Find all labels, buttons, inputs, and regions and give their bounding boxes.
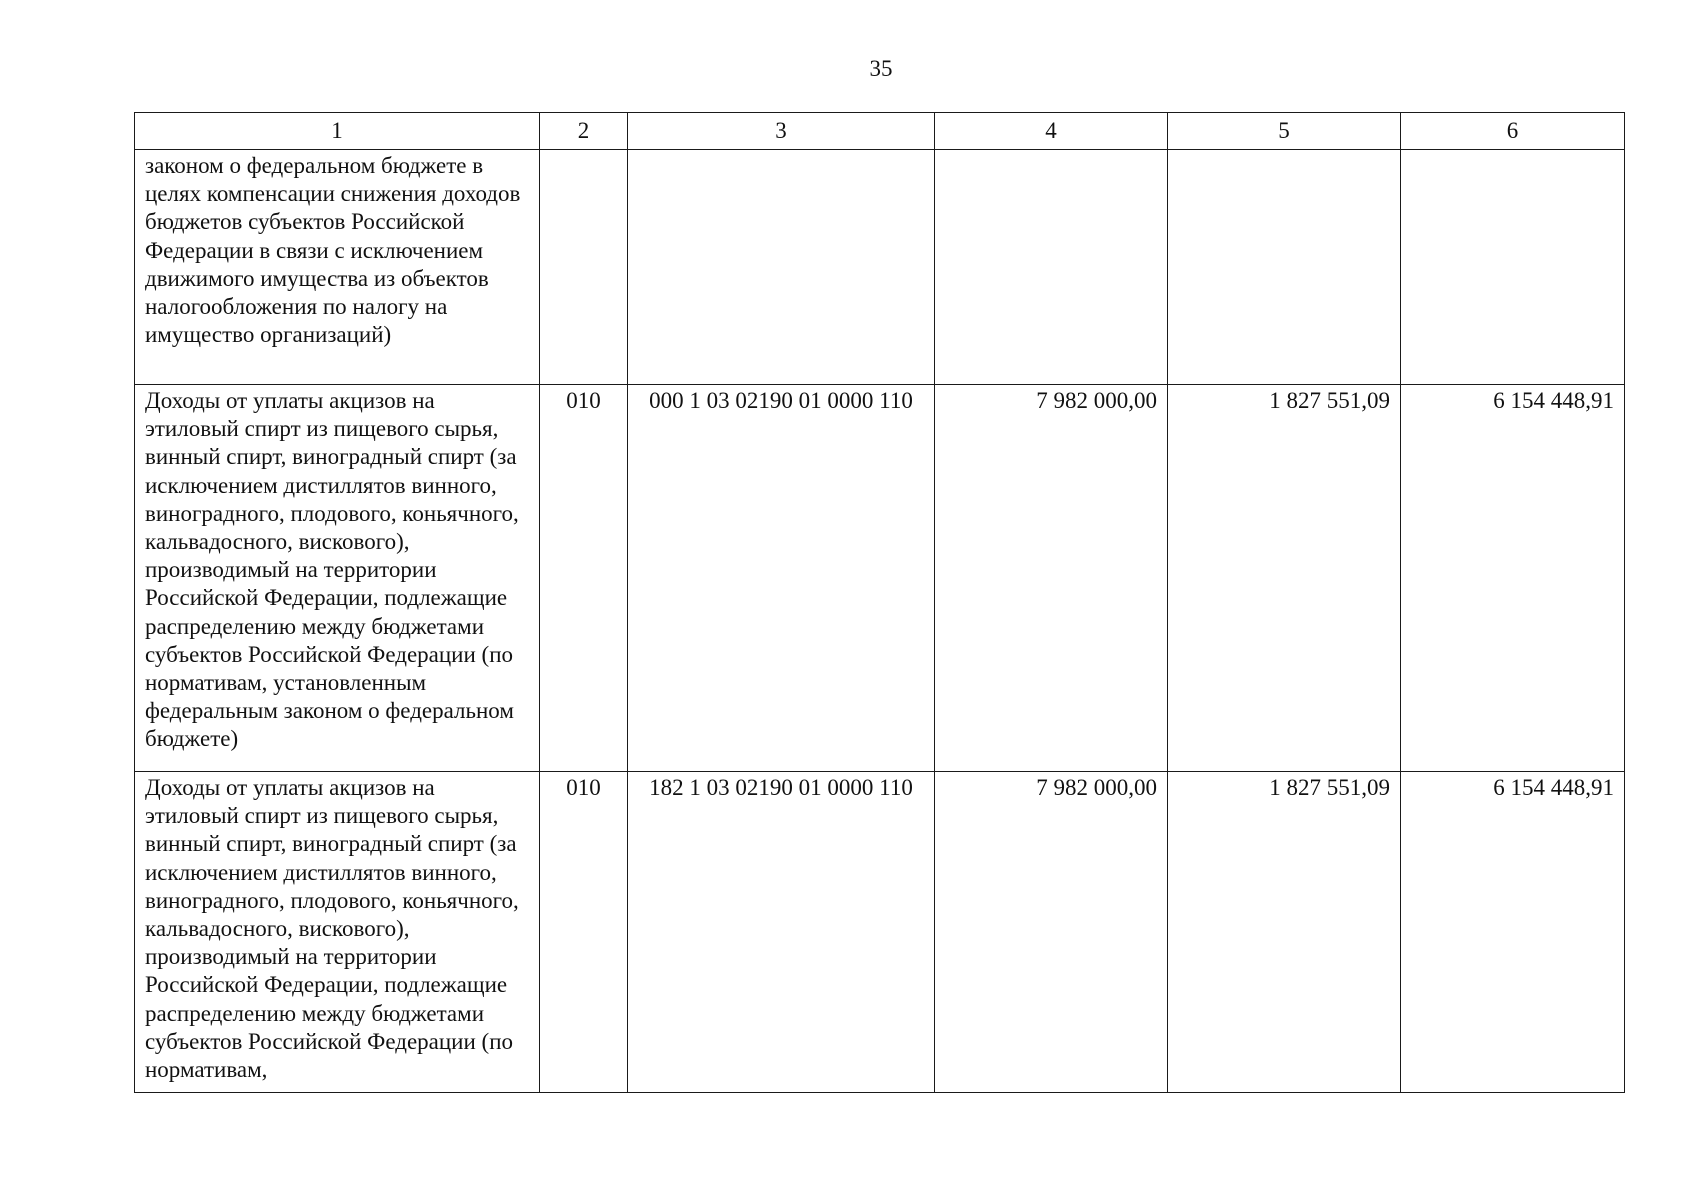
unexecuted-amount-cell	[1401, 150, 1625, 385]
column-header-6: 6	[1401, 113, 1625, 150]
income-name-cell: Доходы от уплаты акцизов на этиловый спирт из пищевого сырья, винный спирт, виноградный спирт (за исключением дистиллятов винного, виноградного, плодового, коньячного, кальвадосного, вискового), производимый на территории Российской Федерации, подлежащие распределению между бюджетами субъектов Российской Федерации (по нормативам, установленным федеральным законом о федеральном бюджете)	[135, 385, 540, 772]
budget-classification-code-cell	[628, 150, 935, 385]
executed-amount-cell: 1 827 551,09	[1168, 772, 1401, 1093]
executed-amount-cell: 1 827 551,09	[1168, 385, 1401, 772]
approved-amount-cell: 7 982 000,00	[935, 772, 1168, 1093]
page-number: 35	[869, 56, 893, 81]
line-code-cell: 010	[540, 385, 628, 772]
table-row	[135, 385, 1625, 772]
table-row	[135, 150, 1625, 385]
column-header-3: 3	[628, 113, 935, 150]
approved-amount-cell	[935, 150, 1168, 385]
table-row	[135, 772, 1625, 1093]
table-header-row	[135, 113, 1625, 150]
unexecuted-amount-cell: 6 154 448,91	[1401, 772, 1625, 1093]
income-name-cell: Доходы от уплаты акцизов на этиловый спирт из пищевого сырья, винный спирт, виноградный спирт (за исключением дистиллятов винного, виноградного, плодового, коньячного, кальвадосного, вискового), производимый на территории Российской Федерации, подлежащие распределению между бюджетами субъектов Российской Федерации (по нормативам,	[135, 772, 540, 1093]
line-code-cell: 010	[540, 772, 628, 1093]
executed-amount-cell	[1168, 150, 1401, 385]
income-name-cell: законом о федеральном бюджете в целях компенсации снижения доходов бюджетов субъектов Российской Федерации в связи с исключением движимого имущества из объектов налогообложения по налогу на имущество организаций)	[135, 150, 540, 385]
column-header-4: 4	[935, 113, 1168, 150]
approved-amount-cell: 7 982 000,00	[935, 385, 1168, 772]
budget-classification-code-cell: 000 1 03 02190 01 0000 110	[628, 385, 935, 772]
column-header-1: 1	[135, 113, 540, 150]
budget-execution-table	[134, 112, 1625, 1093]
budget-classification-code-cell: 182 1 03 02190 01 0000 110	[628, 772, 935, 1093]
line-code-cell	[540, 150, 628, 385]
column-header-2: 2	[540, 113, 628, 150]
unexecuted-amount-cell: 6 154 448,91	[1401, 385, 1625, 772]
column-header-5: 5	[1168, 113, 1401, 150]
